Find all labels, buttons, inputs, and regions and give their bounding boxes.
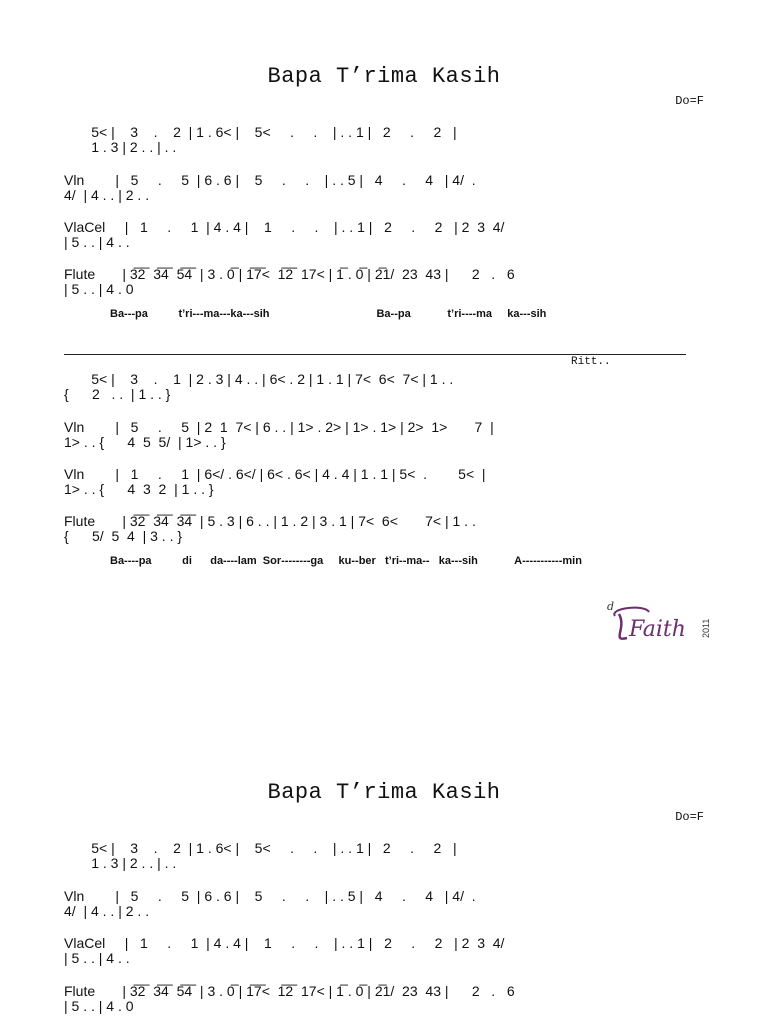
- score-line-melody: [64, 125, 714, 155]
- line-part-2: 4/ | 4 . . | 2 . .: [64, 903, 150, 919]
- lyrics-line: Ba----pa di da----lam Sor--------ga ku--ber t’ri--ma-- ka---sih A-----------min: [110, 555, 582, 567]
- line-part-1: Vln | 5 . 5 | 6 . 6 | 5 . . | . . 5 | 4 . 4 | 4/ .: [64, 888, 476, 904]
- score-line-melody: [64, 841, 714, 871]
- score-line-cello: [64, 936, 714, 966]
- logo-word: Faith: [628, 617, 686, 642]
- score-line-violin-2: [64, 467, 714, 497]
- line-part-1: Vln | 5 . 5 | 6 . 6 | 5 . . | . . 5 | 4 . 4 | 4/ .: [64, 172, 476, 188]
- line-part-2: { 5/ 5 4 | 3 . . }: [64, 528, 183, 544]
- line-part-1: VlaCel | 1 . 1 | 4 . 4 | 1 . . | . . 1 | 2 . 2 | 2 3 4/: [64, 935, 505, 951]
- line-part-2: | 5 . . | 4 . .: [64, 234, 130, 250]
- page-title: Bapa T’rima Kasih: [267, 64, 501, 89]
- line-part-1: Vln | 5 . 5 | 2 1 7< | 6 . . | 1> . 2> | 1> . 1> | 2> 1> 7 |: [64, 419, 494, 435]
- line-part-2: 1 . 3 | 2 . . | . .: [64, 855, 177, 871]
- line-part-2: 1 . 3 | 2 . . | . .: [64, 139, 177, 155]
- line-part-1: 5< | 3 . 1 | 2 . 3 | 4 . . | 6< . 2 | 1 . 1 | 7< 6< 7< | 1 . .: [64, 371, 454, 387]
- score-line-violin: [64, 889, 714, 919]
- faith-logo-mark: [605, 598, 715, 646]
- divider: [64, 354, 686, 355]
- key-signature: Do=F: [675, 810, 704, 824]
- line-part-1: Flute | 3̅2̅ 3̅4̅ 5̅4̅ | 3 . 0̅ | 1̅7̅< 1̅2̅ 17< | 1̅ . 0̅ | 2̅1/ 23 43 | 2 . 6: [64, 266, 515, 282]
- line-part-1: Flute | 3̅2̅ 3̅4̅ 3̅4̅ | 5 . 3 | 6 . . | 1 . 2 | 3 . 1 | 7< 6< 7< | 1 . .: [64, 513, 476, 529]
- score-line-cello: [64, 220, 714, 250]
- score-line-flute: [64, 984, 714, 1014]
- line-part-2: | 5 . . | 4 . 0: [64, 998, 134, 1014]
- line-part-1: Flute | 3̅2̅ 3̅4̅ 5̅4̅ | 3 . 0̅ | 1̅7̅< 1̅2̅ 17< | 1̅ . 0̅ | 2̅1/ 23 43 | 2 . 6: [64, 983, 515, 999]
- score-line-flute: [64, 267, 714, 297]
- score-line-flute: [64, 514, 714, 544]
- line-part-1: 5< | 3 . 2 | 1 . 6< | 5< . . | . . 1 | 2 . 2 |: [64, 840, 457, 856]
- line-part-2: | 5 . . | 4 . .: [64, 950, 130, 966]
- line-part-1: Vln | 1 . 1 | 6</ . 6</ | 6< . 6< | 4 . 4 | 1 . 1 | 5< . 5< |: [64, 466, 486, 482]
- score-line-violin: [64, 420, 714, 450]
- page-title-repeat: Bapa T’rima Kasih: [267, 780, 501, 805]
- score-line-melody: [64, 372, 714, 402]
- faith-logo: [596, 580, 711, 642]
- logo-prefix: d: [606, 600, 614, 613]
- line-part-1: VlaCel | 1 . 1 | 4 . 4 | 1 . . | . . 1 | 2 . 2 | 2 3 4/: [64, 219, 505, 235]
- logo-year: 2011: [700, 618, 711, 638]
- line-part-2: 4/ | 4 . . | 2 . .: [64, 187, 150, 203]
- line-part-2: 1> . . { 4 3 2 | 1 . . }: [64, 481, 214, 497]
- lyrics-line: Ba---pa t’ri---ma---ka---sih Ba--pa t’ri----ma ka---sih: [110, 308, 547, 320]
- line-part-2: { 2 . . | 1 . . }: [64, 386, 171, 402]
- line-part-2: | 5 . . | 4 . 0: [64, 281, 134, 297]
- key-signature: Do=F: [675, 94, 704, 108]
- ritardando-mark: Ritt..: [571, 356, 611, 368]
- line-part-2: 1> . . { 4 5 5/ | 1> . . }: [64, 434, 226, 450]
- score-line-violin: [64, 173, 714, 203]
- line-part-1: 5< | 3 . 2 | 1 . 6< | 5< . . | . . 1 | 2 . 2 |: [64, 124, 457, 140]
